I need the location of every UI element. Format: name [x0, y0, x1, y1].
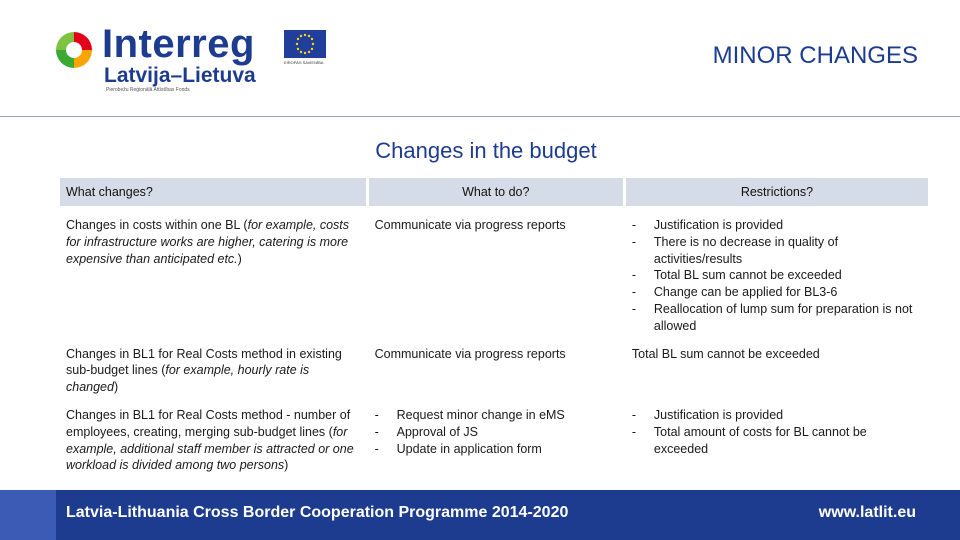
footer-bar — [0, 490, 960, 540]
column-header-what-to-do: What to do? — [366, 178, 623, 206]
section-subtitle: Changes in the budget — [375, 138, 597, 163]
restrictions-cell: Total BL sum cannot be exceeded — [623, 341, 928, 402]
footer-programme: Latvia-Lithuania Cross Border Cooperation Programme 2014-2020 — [66, 504, 569, 521]
slide-title: MINOR CHANGES — [712, 42, 918, 69]
change-cell: Changes in BL1 for Real Costs method in existing sub-budget lines (for example, hourly rate is changed) — [60, 341, 366, 402]
list-item: - Total BL sum cannot be exceeded — [632, 267, 922, 284]
list-item: - Total amount of costs for BL cannot be exceeded — [632, 424, 922, 458]
list-item: - Update in application form — [375, 441, 617, 458]
list-item: - Justification is provided — [632, 217, 922, 234]
interreg-swirl-icon — [52, 28, 96, 72]
logo-tagline: Pierobežu Reģionālā Attīstības Fonds — [106, 87, 190, 93]
action-cell: Communicate via progress reports — [366, 341, 623, 402]
eu-flag-icon — [284, 30, 326, 58]
table-row — [60, 341, 928, 402]
restrictions-cell — [623, 402, 928, 480]
eu-label: EIROPAS SAVIENĪBA — [284, 60, 324, 65]
list-item: - Request minor change in eMS — [375, 407, 617, 424]
header-divider — [0, 116, 960, 117]
action-cell: Communicate via progress reports — [366, 206, 623, 341]
footer-website-link[interactable]: www.latlit.eu — [818, 504, 916, 521]
list-item: - Justification is provided — [632, 407, 922, 424]
column-header-restrictions: Restrictions? — [623, 178, 928, 206]
actions-list — [375, 407, 617, 457]
logo-wordmark: Interreg — [102, 22, 255, 66]
list-item: - Change can be applied for BL3-6 — [632, 284, 922, 301]
action-cell — [366, 402, 623, 480]
restrictions-list — [632, 407, 922, 457]
list-item: - There is no decrease in quality of activities/results — [632, 234, 922, 268]
logo-subtitle: Latvija–Lietuva — [104, 64, 256, 87]
interreg-logo — [52, 22, 352, 98]
footer-chevron-icon — [40, 490, 56, 540]
table-row — [60, 402, 928, 480]
restrictions-cell — [623, 206, 928, 341]
change-cell: Changes in BL1 for Real Costs method - number of employees, creating, merging sub-budget lines (for example, additional staff member is attracted or one workload is divided among two persons) — [60, 402, 366, 480]
table-row — [60, 206, 928, 341]
list-item: - Reallocation of lump sum for preparation is not allowed — [632, 301, 922, 335]
list-item: - Approval of JS — [375, 424, 617, 441]
restrictions-list — [632, 217, 922, 335]
table-header-row — [60, 178, 928, 206]
budget-changes-table — [60, 178, 928, 480]
change-cell: Changes in costs within one BL (for example, costs for infrastructure works are higher, catering is more expensive than anticipated etc.) — [60, 206, 366, 341]
column-header-what-changes: What changes? — [60, 178, 366, 206]
